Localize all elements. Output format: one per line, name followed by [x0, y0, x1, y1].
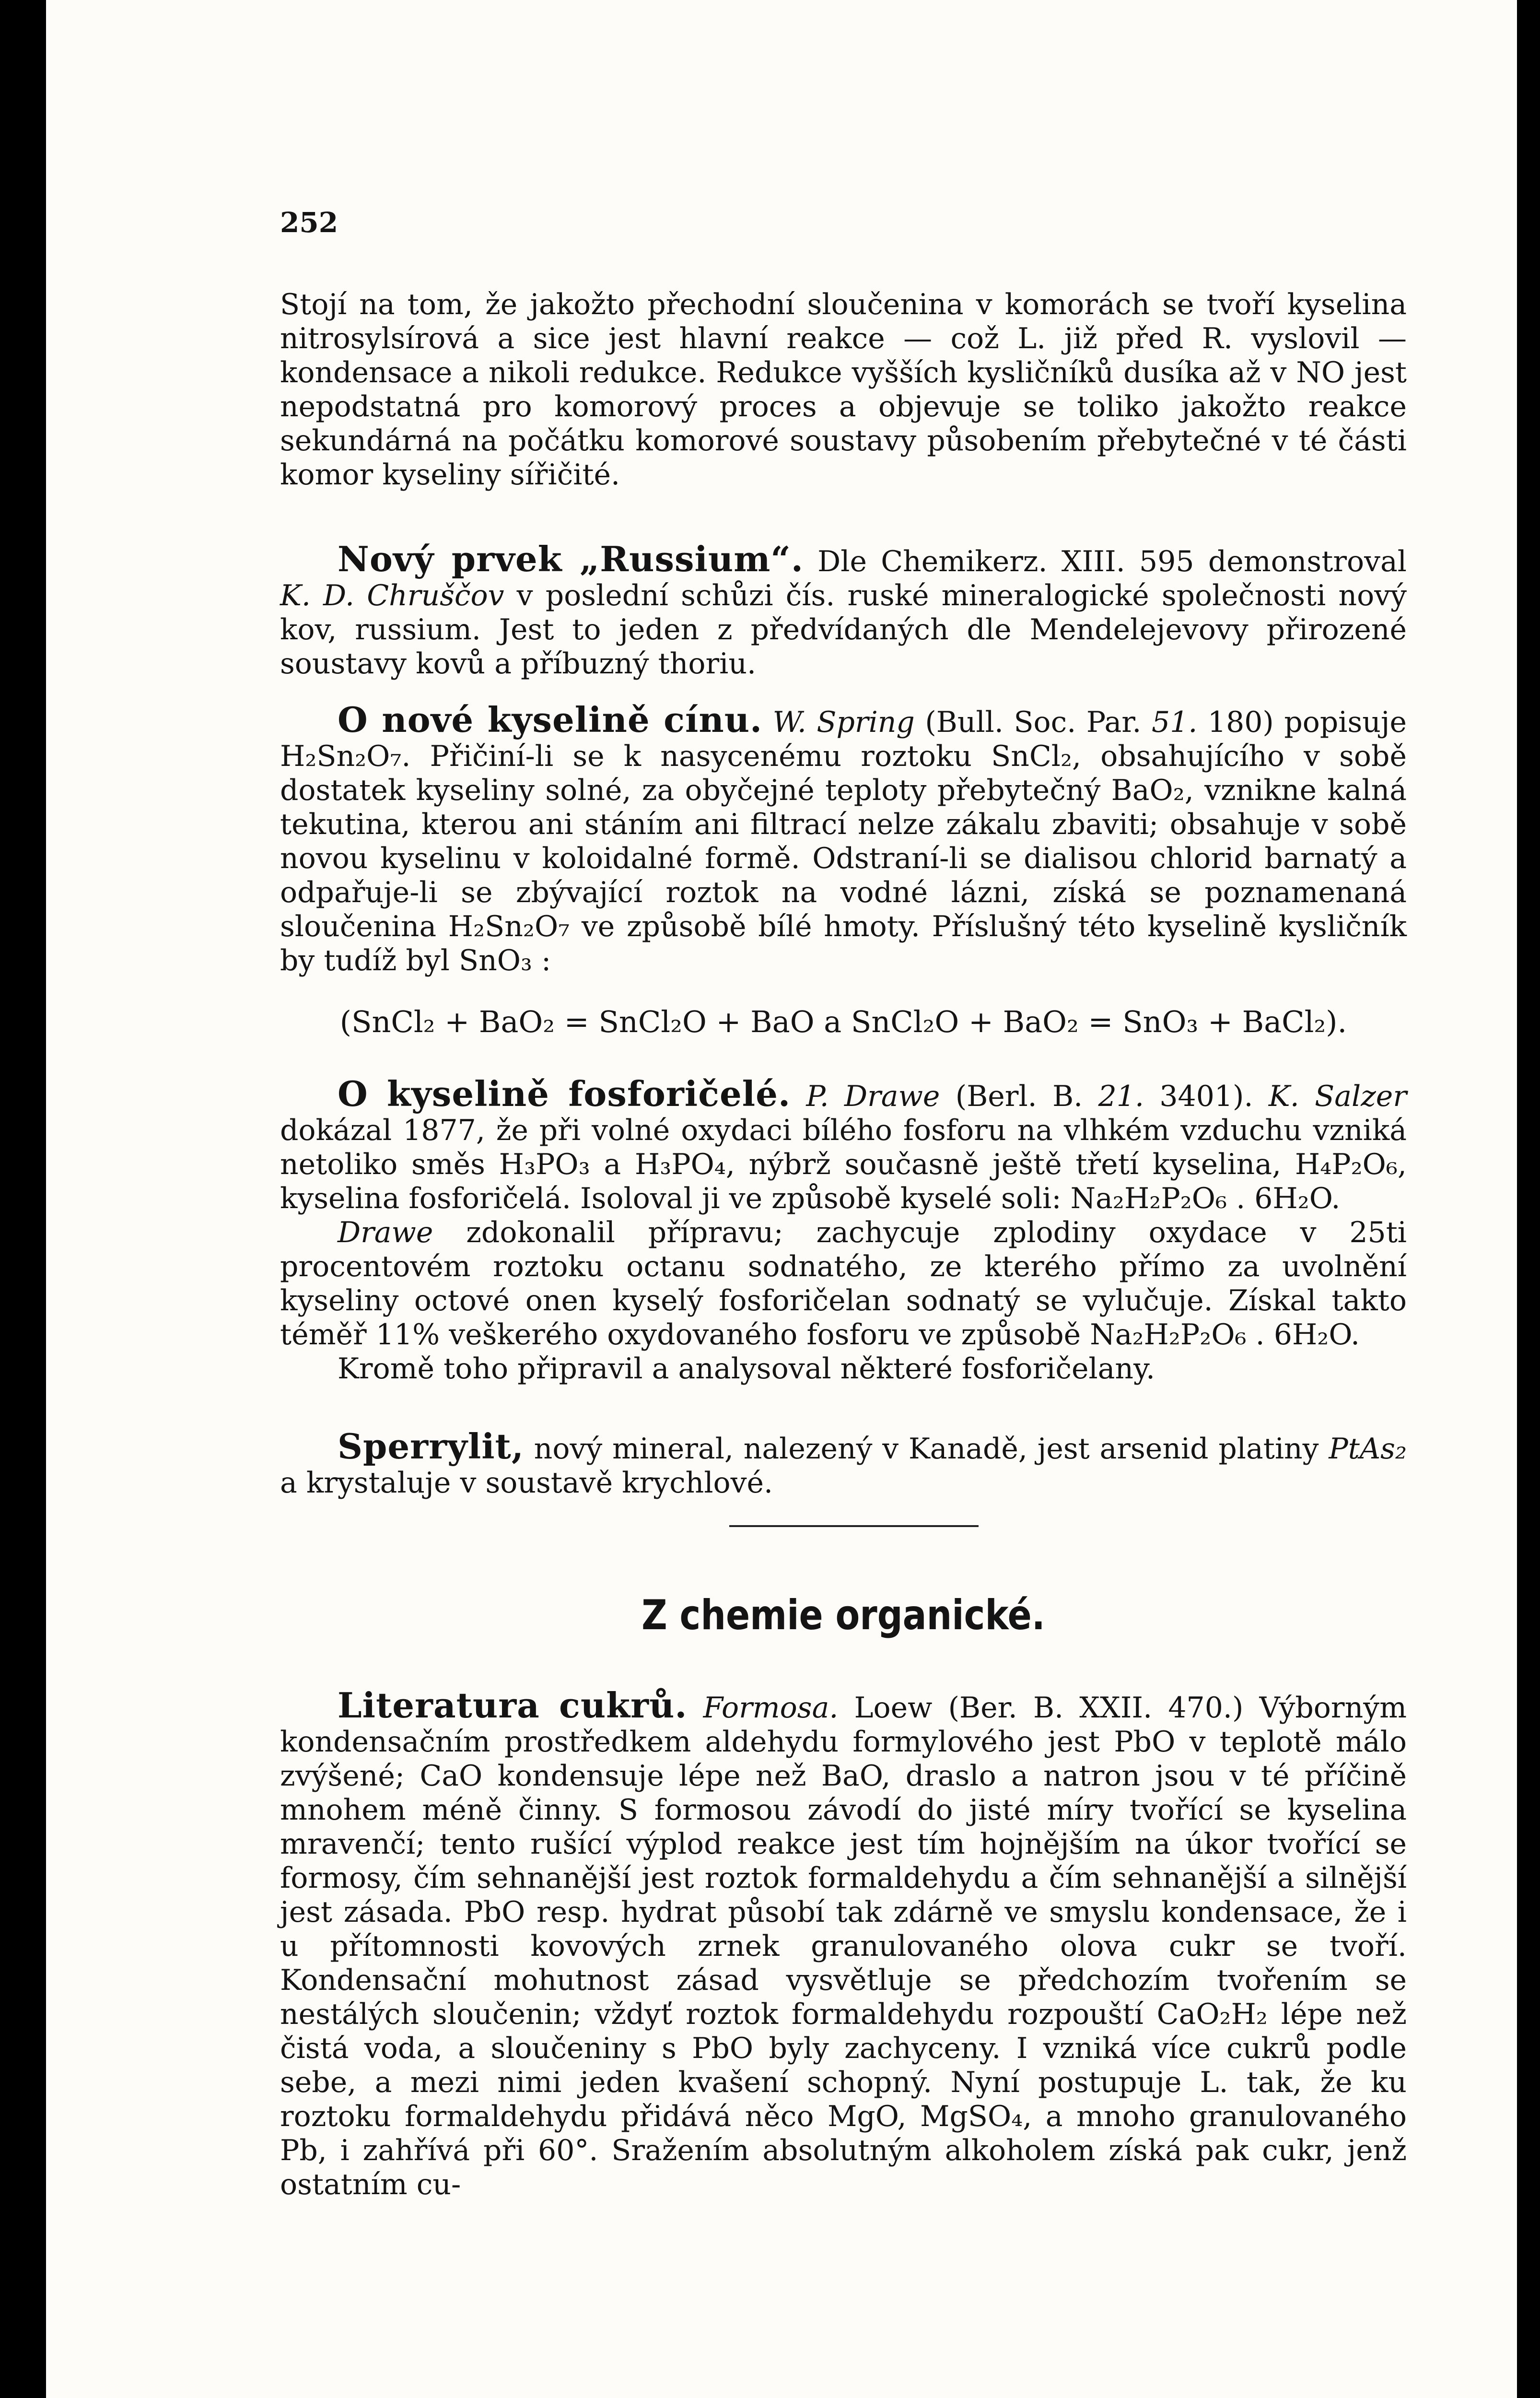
- section-divider: [729, 1525, 979, 1527]
- paragraph-fosfor: [280, 1073, 1407, 1386]
- paragraph-sperrylit: [280, 1426, 1407, 1500]
- paragraph-intro: Stojí na tom, že jakožto přechodní sloučenina v komorách se tvoří kyselina nitrosylsírová a sice jest hlavní reakce — což L. již před R. vyslovil — kondensace a nikoli redukce. Redukce vyšších kysličníků dusíka až v NO jest nepodstatná pro komorový proces a objevuje se toliko jakožto reakce sekundárná na počátku komorové soustavy působením přebytečné v té části komor kyseliny sířičité.: [280, 288, 1407, 492]
- cin-text-3: vznikne kalná tekutina, kterou ani stáním ani filtrací nelze zákalu zbaviti; obsahuje v sobě novou kyselinu v koloidalné formě. Odstraní-li se dialisou chlorid barnatý a odpařuje-li se zbývající roztok na vodné lázni, získá se poznamenaná sloučenina: [280, 774, 1407, 943]
- cin-text-1: Přičiní-li se k nasycenému roztoku: [410, 740, 992, 773]
- heading-fosfor: O kyselině fosforičelé.: [338, 1073, 791, 1114]
- cin-text-2: obsahujícího v sobě dostatek kyseliny solné, za obyčejné teploty přebytečný: [280, 740, 1407, 807]
- sperrylit-text-2: a krystaluje v soustavě krychlové.: [280, 1466, 773, 1500]
- equation-tin: (SnCl₂ + BaO₂ = SnCl₂O + BaO a SnCl₂O + BaO₂ = SnO₃ + BaCl₂).: [339, 1004, 1347, 1039]
- fosfor-text-3: Kromě toho připravil a analysoval některé fosforičelany.: [338, 1352, 1155, 1386]
- cukru-subheading: Formosa.: [703, 1691, 839, 1725]
- sperrylit-text-1: nový mineral, nalezený v Kanadě, jest arsenid platiny: [524, 1432, 1329, 1466]
- cin-author: W. Spring: [772, 705, 915, 739]
- cin-formula-1: H₂Sn₂O₇.: [280, 740, 411, 773]
- cin-formula-5: SnO₃ :: [458, 944, 551, 977]
- cin-ref-vol: 51.: [1151, 705, 1198, 739]
- russium-text: Dle Chemikerz. XIII. 595 demonstroval: [803, 545, 1407, 578]
- heading-sperrylit: Sperrylit,: [338, 1426, 524, 1467]
- cin-ref-a: (Bull. Soc. Par.: [914, 705, 1152, 739]
- fosfor-author-3: Drawe: [338, 1216, 433, 1249]
- cin-formula-2: SnCl₂,: [991, 740, 1082, 773]
- cukru-text: Loew (Ber. B. XXII. 470.) Výborným kondensačním prostředkem aldehydu formylového jest PbO v teplotě málo zvýšené; CaO kondensuje lépe než BaO, draslo a natron jsou v té příčině mnohem méně činny. S formosou závodí do jisté míry tvořící se kyselina mravenčí; tento rušící výplod reakce jest tím hojnějším na úkor tvořící se formosy, čím sehnanější jest roztok formaldehydu a čím sehnanější a silnější jest zásada. PbO resp. hydrat působí tak zdárně ve smyslu kondensace, že i u přítomnosti kovových zrnek granulovaného olova cukr se tvoří. Kondensační mohutnost zásad vysvětluje se předchozím tvořením se nestálých sloučenin; vždyť roztok formaldehydu rozpouští CaO₂H₂ lépe než čistá voda, a sloučeniny s PbO byly zachyceny. I vzniká více cukrů podle sebe, a mezi nimi jeden kvašení schopný. Nyní postupuje L. tak, že ku roztoku formaldehydu přidává něco MgO, MgSO₄, a mnoho granulovaného Pb, i zahřívá při 60°. Sražením absolutným alkoholem získá pak cukr, jenž ostatním cu-: [280, 1691, 1407, 2201]
- heading-cin: O nové kyselině cínu.: [338, 699, 763, 740]
- section-title: Z chemie organické.: [642, 1591, 1045, 1639]
- cin-text-4: ve způsobě bílé hmoty. Příslušný této kyselině kysličník by tudíž byl: [280, 910, 1407, 977]
- sperrylit-formula: PtAs₂: [1329, 1432, 1407, 1466]
- fosfor-text-2: zdokonalil přípravu; zachycuje zplodiny oxydace v 25ti procentovém roztoku octanu sodnatého, ze kterého přímo za uvolnění kyseliny octové onen kyselý fosforičelan sodnatý se vylučuje. Získal takto téměř 11% veškerého oxydovaného fosforu ve způsobě Na₂H₂P₂O₆ . 6H₂O.: [280, 1216, 1407, 1352]
- russium-author: K. D. Chruščov: [280, 579, 504, 612]
- russium-tail: v poslední schůzi čís. ruské mineralogické společnosti nový kov, russium. Jest to jeden z předvídaných dle Mendelejevovy přirozené soustavy kovů a příbuzný thoriu.: [280, 579, 1407, 681]
- cin-formula-3: BaO₂,: [1111, 774, 1194, 807]
- fosfor-author: P. Drawe: [806, 1080, 940, 1113]
- paragraph-russium: [280, 539, 1407, 681]
- heading-cukru: Literatura cukrů.: [338, 1685, 688, 1726]
- cin-ref-b: 180) popisuje: [1197, 705, 1407, 739]
- fosfor-ref-a: (Berl. B.: [940, 1080, 1098, 1113]
- cin-formula-4: H₂Sn₂O₇: [448, 910, 570, 943]
- heading-russium: Nový prvek „Russium“.: [338, 539, 804, 579]
- fosfor-ref-vol: 21.: [1098, 1080, 1144, 1113]
- fosfor-ref-b: 3401).: [1144, 1080, 1269, 1113]
- paragraph-cukru: [280, 1685, 1407, 2202]
- fosfor-author-2: K. Salzer: [1268, 1080, 1407, 1113]
- page-number: 252: [280, 206, 338, 239]
- fosfor-text-1: dokázal 1877, že při volné oxydaci bílého fosforu na vlhkém vzduchu vzniká netoliko směs H₃PO₃ a H₃PO₄, nýbrž současně ještě třetí kyselina, H₄P₂O₆, kyselina fosforičelá. Isoloval ji ve způsobě kyselé soli: Na₂H₂P₂O₆ . 6H₂O.: [280, 1114, 1407, 1215]
- paragraph-cin: [280, 699, 1407, 978]
